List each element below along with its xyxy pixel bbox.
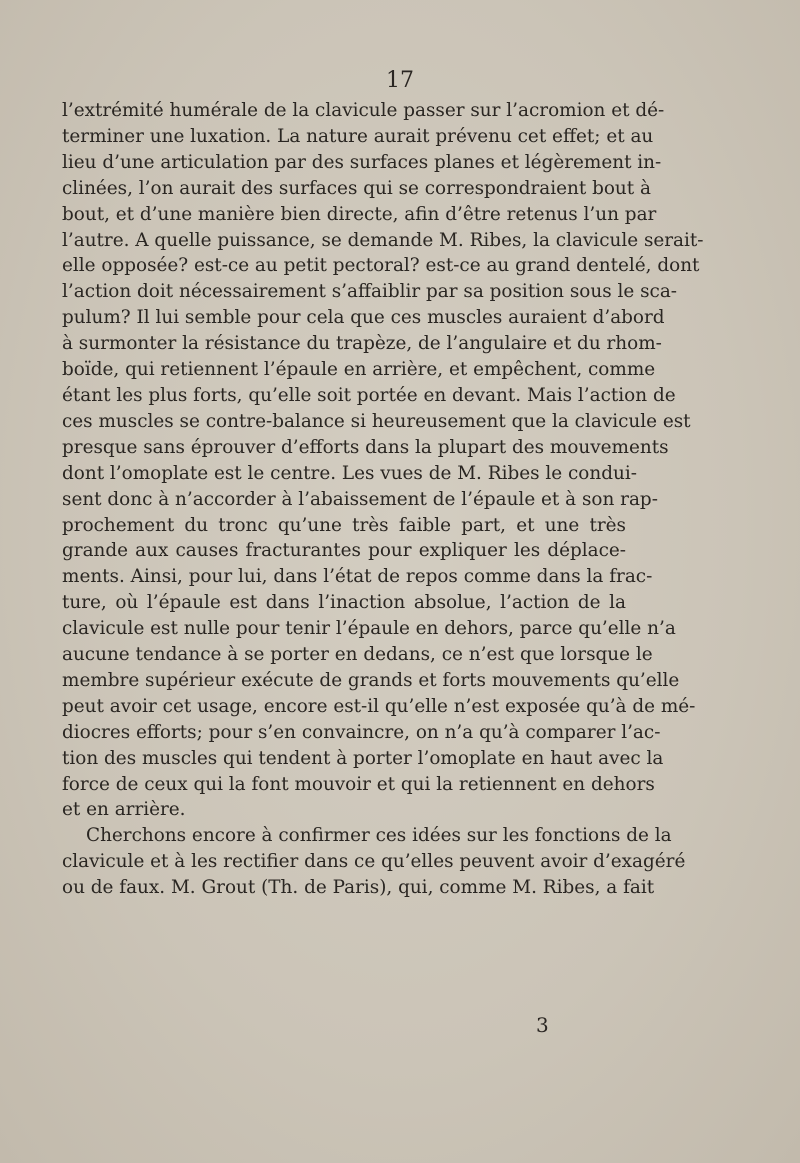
- text-line: membre supérieur exécute de grands et forts mouvements qu’elle: [62, 669, 680, 691]
- page-number: 17: [386, 68, 414, 93]
- text-line: grande aux causes fracturantes pour expliquer les déplace-: [62, 540, 626, 562]
- text-line: sent donc à n’accorder à l’abaissement de l’épaule et à son rap-: [62, 488, 658, 510]
- text-line: force de ceux qui la font mouvoir et qui la retiennent en dehors: [62, 773, 655, 795]
- text-line: bout, et d’une manière bien directe, afin d’être retenus l’un par: [62, 203, 657, 225]
- text-line: l’action doit nécessairement s’affaiblir par sa position sous le sca-: [62, 281, 678, 303]
- text-line: l’extrémité humérale de la clavicule passer sur l’acromion et dé-: [62, 100, 665, 121]
- paragraph-start-line: Cherchons encore à confirmer ces idées sur les fonctions de la: [86, 825, 672, 847]
- text-line: ces muscles se contre-balance si heureusement que la clavicule est: [62, 410, 691, 432]
- text-line: dont l’omoplate est le centre. Les vues de M. Ribes le condui-: [62, 462, 637, 484]
- text-line: pulum? Il lui semble pour cela que ces muscles auraient d’abord: [62, 307, 665, 329]
- paragraph-end-line: et en arrière.: [62, 799, 186, 821]
- text-line: prochement du tronc qu’une très faible part, et une très: [62, 514, 626, 536]
- body-text: [62, 98, 704, 901]
- text-line: diocres efforts; pour s’en convaincre, on n’a qu’à comparer l’ac-: [62, 721, 661, 743]
- text-line: aucune tendance à se porter en dedans, ce n’est que lorsque le: [62, 644, 653, 666]
- text-line: clavicule et à les rectifier dans ce qu’elles peuvent avoir d’exagéré: [62, 851, 686, 873]
- signature-mark: 3: [536, 1013, 549, 1037]
- text-line: elle opposée? est-ce au petit pectoral? est-ce au grand dentelé, dont: [62, 255, 700, 277]
- text-line: étant les plus forts, qu’elle soit portée en devant. Mais l’action de: [62, 384, 676, 406]
- text-line: lieu d’une articulation par des surfaces planes et légèrement in-: [62, 151, 662, 173]
- text-line: l’autre. A quelle puissance, se demande M. Ribes, la clavicule serait-: [62, 229, 704, 251]
- text-line: ture, où l’épaule est dans l’inaction absolue, l’action de la: [62, 592, 626, 614]
- text-line: ou de faux. M. Grout (Th. de Paris), qui, comme M. Ribes, a fait: [62, 877, 655, 899]
- text-line: tion des muscles qui tendent à porter l’omoplate en haut avec la: [62, 747, 664, 769]
- text-line: terminer une luxation. La nature aurait prévenu cet effet; et au: [62, 125, 654, 147]
- text-line: presque sans éprouver d’efforts dans la plupart des mouvements: [62, 436, 669, 458]
- text-line: clavicule est nulle pour tenir l’épaule en dehors, parce qu’elle n’a: [62, 618, 676, 640]
- text-line: ments. Ainsi, pour lui, dans l’état de repos comme dans la frac-: [62, 566, 653, 588]
- text-line: clinées, l’on aurait des surfaces qui se correspondraient bout à: [62, 177, 651, 199]
- text-line: peut avoir cet usage, encore est-il qu’elle n’est exposée qu’à de mé-: [62, 695, 696, 717]
- text-line: boïde, qui retiennent l’épaule en arrière, et empêchent, comme: [62, 359, 656, 381]
- text-line: à surmonter la résistance du trapèze, de l’angulaire et du rhom-: [62, 333, 662, 355]
